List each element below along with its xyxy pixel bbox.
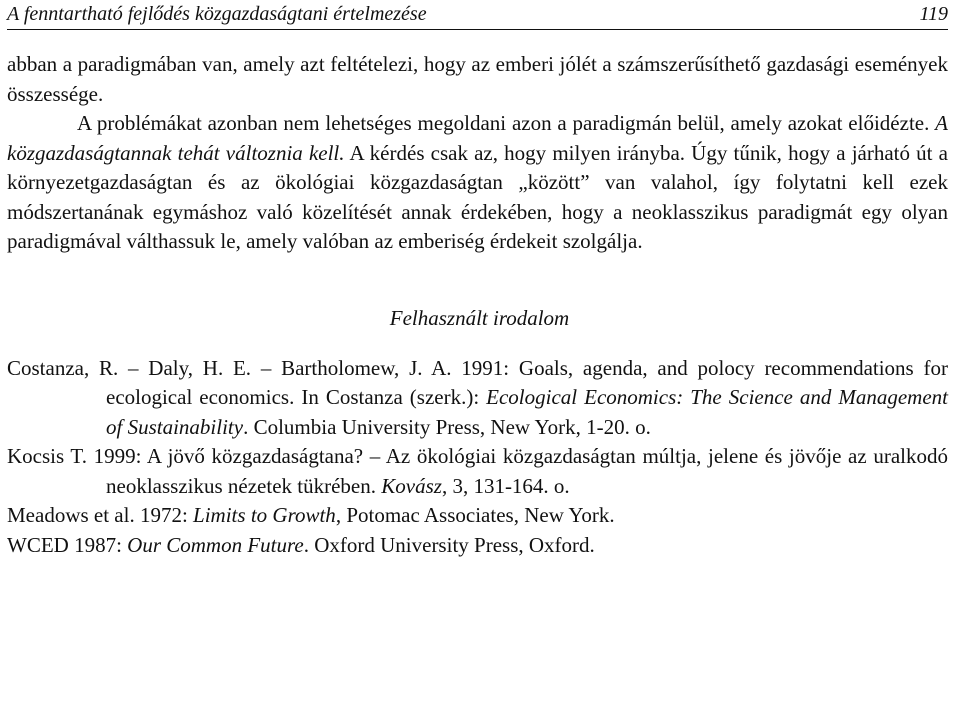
reference-text-end: . Oxford University Press, Oxford. (303, 532, 595, 557)
paragraph-2-emphasis: A közgazdaságtannak tehát változnia kell. (7, 111, 948, 165)
running-title: A fenntartható fejlődés közgazdaságtani értelmezése (7, 3, 427, 25)
page-number: 119 (919, 3, 948, 25)
paragraph-2-text-a: A problémákat azonban nem lehetséges megoldani azon a paradigmán belül, amely azokat előidézte. (77, 111, 936, 135)
reference-title: Kovász (381, 473, 442, 498)
reference-title: Our Common Future (127, 532, 304, 557)
reference-text-end: , Potomac Associates, New York. (335, 503, 615, 527)
reference-item (7, 442, 948, 501)
running-header (7, 0, 948, 30)
reference-text: Meadows et al. 1972: (7, 503, 194, 527)
body-text (7, 50, 948, 257)
reference-list (7, 354, 948, 561)
paragraph-1-text: abban a paradigmában van, amely azt feltételezi, hogy az emberi jólét a számszerűsíthető gazdasági események összessége. (7, 52, 948, 106)
reference-text-end: . Columbia University Press, New York, 1-20. o. (243, 414, 651, 439)
reference-text: Costanza, R. – Daly, H. E. – Bartholomew, J. A. 1991: Goals, agenda, and polocy recommendations for ecological economics. In Costanza (szerk.): (7, 355, 948, 409)
reference-text: Kocsis T. 1999: A jövő közgazdaságtana? – Az ökológiai közgazdaságtan múltja, jelene és jövője az uralkodó neoklasszikus nézetek tükrében. (7, 444, 948, 498)
reference-item (7, 501, 948, 531)
paragraph-2-text-c: A kérdés csak az, hogy milyen irányba. Úgy tűnik, hogy a járható út a környezetgazdaságtan és az ökológiai közgazdaságtan „között” van valahol, így folytatni kell ezek módszertanának egymáshoz való közelítését annak érdekében, hogy a neoklasszikus paradigmát egy olyan paradigmával válthassuk le, amely valóban az emberiség érdekeit szolgálja. (7, 140, 948, 253)
section-title: Felhasznált irodalom (389, 305, 570, 330)
paragraph-2 (7, 109, 948, 257)
reference-item (7, 531, 948, 561)
reference-text: WCED 1987: (7, 532, 128, 557)
reference-title: Limits to Growth (193, 503, 336, 527)
reference-item (7, 354, 948, 443)
reference-text-end: , 3, 131-164. o. (441, 473, 570, 498)
paragraph-1 (7, 50, 948, 109)
reference-title: Ecological Economics: The Science and Management of Sustainability (106, 385, 948, 439)
